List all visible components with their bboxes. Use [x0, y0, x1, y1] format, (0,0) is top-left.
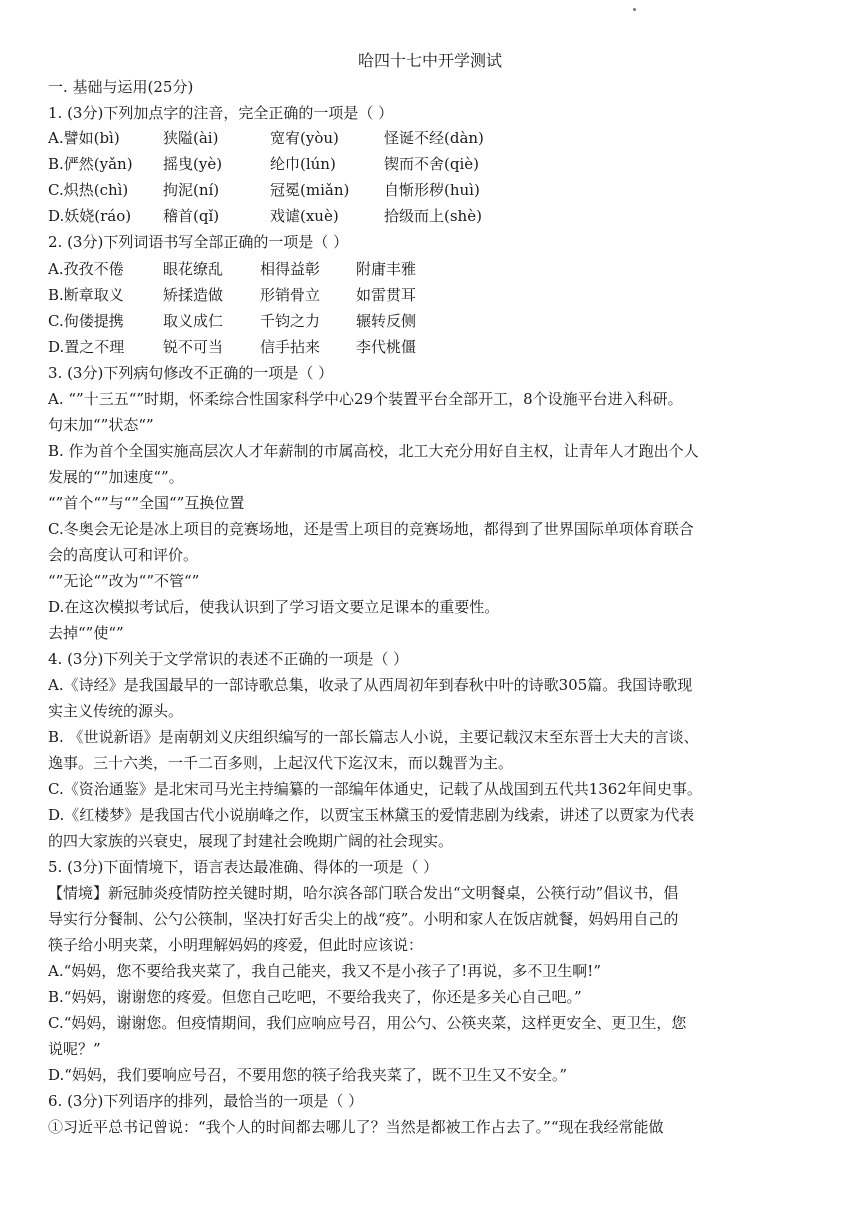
option-cell: 如雷贯耳	[356, 286, 417, 304]
question-5-line: A.“妈妈，您不要给我夹菜了，我自己能夹，我又不是小孩子了!再说，多不卫生啊!”	[48, 962, 601, 980]
question-1-stem: 1. (3分)下列加点字的注音，完全正确的一项是（ ）	[48, 104, 394, 122]
option-cell: 怪诞不经(dàn)	[384, 129, 484, 147]
question-6-stem: 6. (3分)下列语序的排列，最恰当的一项是（ ）	[48, 1092, 364, 1110]
question-2-stem: 2. (3分)下列词语书写全部正确的一项是（ ）	[48, 233, 349, 251]
question-5-line: 导实行分餐制、公勺公筷制，坚决打好舌尖上的战“疫”。小明和家人在饭店就餐，妈妈用自己的	[48, 910, 679, 928]
option-cell: C.炽热(chì)	[48, 181, 129, 199]
option-cell: 自惭形秽(huì)	[384, 181, 480, 199]
question-4-line: 实主义传统的源头。	[48, 702, 184, 720]
option-cell: 狭隘(ài)	[163, 129, 219, 147]
option-cell: 拘泥(ní)	[163, 181, 220, 199]
question-3-line: 会的高度认可和评价。	[48, 546, 199, 564]
question-4-line: D.《红楼梦》是我国古代小说崩峰之作，以贾宝玉林黛玉的爱情悲剧为线索，讲述了以贾家为代表	[48, 806, 695, 824]
option-cell: 附庸丰雅	[356, 260, 417, 278]
option-cell: 稽首(qǐ)	[163, 207, 220, 225]
question-3-line: C.冬奥会无论是冰上项目的竞赛场地，还是雪上项目的竞赛场地，都得到了世界国际单项体育联合	[48, 520, 694, 538]
question-3-line: 发展的“”加速度“”。	[48, 468, 184, 486]
question-6-line: ①习近平总书记曾说：“我个人的时间都去哪儿了？当然是都被工作占去了。”“现在我经常能做	[48, 1118, 664, 1136]
question-4-line: 逸事。三十六类，一千二百多则，上起汉代下迄汉末，而以魏晋为主。	[48, 754, 514, 772]
question-5-line: D.“妈妈，我们要响应号召，不要用您的筷子给我夹菜了，既不卫生又不安全。”	[48, 1066, 568, 1084]
question-5-line: B.“妈妈，谢谢您的疼爱。但您自己吃吧，不要给我夹了，你还是多关心自己吧。”	[48, 988, 582, 1006]
option-cell: 戏谑(xuè)	[270, 207, 339, 225]
option-cell: 取义成仁	[163, 312, 224, 330]
option-cell: B.断章取义	[48, 286, 124, 304]
option-cell: A.譬如(bì)	[48, 129, 120, 147]
question-3-line: 句末加“”状态“”	[48, 416, 154, 434]
question-3-line: 去掉“”使“”	[48, 624, 124, 642]
question-3-line: D.在这次模拟考试后，使我认识到了学习语文要立足课本的重要性。	[48, 598, 500, 616]
question-4-line: C.《资治通鉴》是北宋司马光主持编纂的一部编年体通史，记载了从战国到五代共1362年间史事。	[48, 780, 702, 798]
question-5-line: 【情境】新冠肺炎疫情防控关键时期，哈尔滨各部门联合发出“文明餐桌，公筷行动”倡议书，倡	[48, 884, 679, 902]
question-4-stem: 4. (3分)下列关于文学常识的表述不正确的一项是（ ）	[48, 650, 409, 668]
option-cell: 千钧之力	[260, 312, 321, 330]
option-cell: A.孜孜不倦	[48, 260, 124, 278]
option-cell: D.妖娆(ráo)	[48, 207, 132, 225]
option-cell: 辗转反侧	[356, 312, 417, 330]
option-cell: 相得益彰	[260, 260, 321, 278]
option-cell: 拾级而上(shè)	[384, 207, 482, 225]
question-4-line: 的四大家族的兴衰史，展现了封建社会晚期广阔的社会现实。	[48, 832, 454, 850]
question-3-line: “”无论“”改为“”不管“”	[48, 572, 200, 590]
option-cell: 眼花缭乱	[163, 260, 224, 278]
question-5-line: C.“妈妈，谢谢您。但疫情期间，我们应响应号召，用公勺、公筷夹菜，这样更安全、更卫生，您	[48, 1014, 687, 1032]
option-cell: 宽宥(yòu)	[270, 129, 339, 147]
question-3-line: B. 作为首个全国实施高层次人才年薪制的市属高校，北工大充分用好自主权，让青年人才跑出个人	[48, 442, 699, 460]
option-cell: 信手拈来	[260, 338, 321, 356]
question-5-line: 说呢？”	[48, 1040, 101, 1058]
question-3-line: “”首个“”与“”全国“”互换位置	[48, 494, 245, 512]
option-cell: 形销骨立	[260, 286, 321, 304]
scan-speck	[633, 8, 636, 11]
option-cell: B.俨然(yǎn)	[48, 155, 133, 173]
question-5-line: 筷子给小明夹菜，小明理解妈妈的疼爱，但此时应该说：	[48, 936, 424, 954]
option-cell: 锲而不舍(qiè)	[384, 155, 479, 173]
option-cell: 纶巾(lún)	[270, 155, 336, 173]
question-4-line: B. 《世说新语》是南朝刘义庆组织编写的一部长篇志人小说，主要记载汉末至东晋士大夫的言谈、	[48, 728, 699, 746]
question-4-line: A.《诗经》是我国最早的一部诗歌总集，收录了从西周初年到春秋中叶的诗歌305篇。我国诗歌现	[48, 676, 693, 694]
page-title: 哈四十七中开学测试	[357, 51, 502, 70]
option-cell: 摇曳(yè)	[163, 155, 223, 173]
question-3-stem: 3. (3分)下列病句修改不正确的一项是（ ）	[48, 364, 334, 382]
option-cell: 锐不可当	[163, 338, 224, 356]
question-5-stem: 5. (3分)下面情境下，语言表达最准确、得体的一项是（ ）	[48, 858, 439, 876]
question-3-line: A. “”十三五“”时期，怀柔综合性国家科学中心29个装置平台全部开工，8个设施平台进入科研。	[48, 390, 683, 408]
option-cell: D.置之不理	[48, 338, 125, 356]
section-heading: 一. 基础与运用(25分)	[48, 78, 194, 96]
option-cell: 矫揉造做	[163, 286, 224, 304]
option-cell: 冠冕(miǎn)	[270, 181, 350, 199]
option-cell: 李代桃僵	[356, 338, 417, 356]
option-cell: C.佝偻提携	[48, 312, 124, 330]
